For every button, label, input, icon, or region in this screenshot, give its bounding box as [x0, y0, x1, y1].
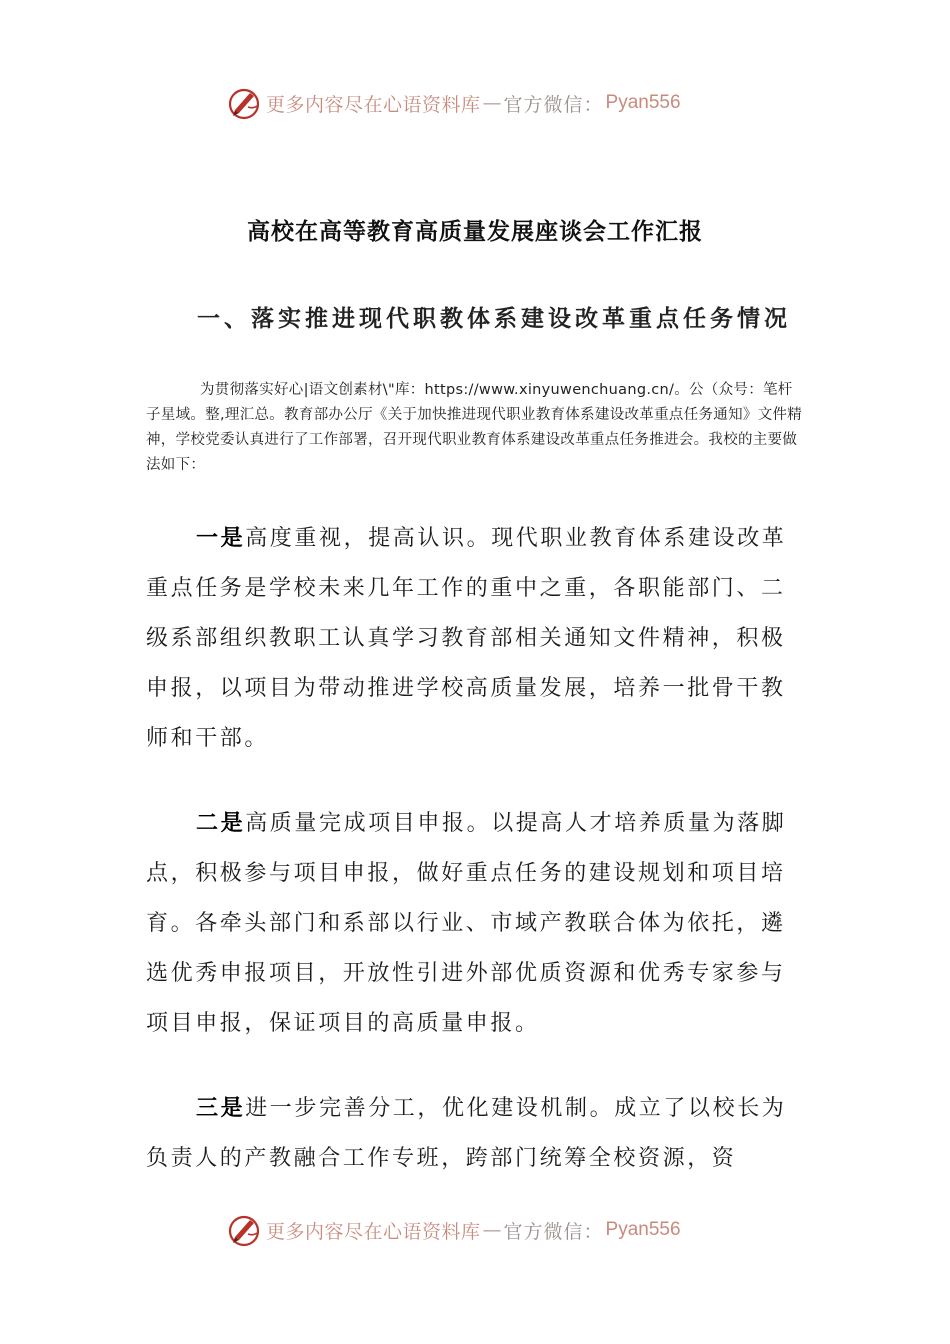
body-paragraph-3: [146, 1084, 801, 1184]
section-heading: 一、落实推进现代职教体系建设改革重点任务情况: [197, 306, 791, 332]
pen-circle-icon: [226, 85, 262, 121]
pen-circle-icon: [226, 1212, 262, 1248]
banner-dash: —: [482, 92, 502, 114]
paragraph-text: 高质量完成项目申报。以提高人才培养质量为落脚点，积极参与项目申报，做好重点任务的建设规划和项目培育。各牵头部门和系部以行业、市域产教联合体为依托，遴选优秀申报项目，开放性引进外部优质资源和优秀专家参与项目申报，保证项目的高质量申报。: [146, 811, 787, 1036]
paragraph-text: 高度重视，提高认识。现代职业教育体系建设改革重点任务是学校未来几年工作的重中之重，各职能部门、二级系部组织教职工认真学习教育部相关通知文件精神，积极申报，以项目为带动推进学校高质量发展，培养一批骨干教师和干部。: [146, 526, 787, 751]
banner-wechat-id: Pyan556: [605, 1219, 681, 1240]
banner-slogan: 更多内容尽在心语资料库: [266, 1220, 481, 1243]
paragraph-lead: 一是: [196, 526, 246, 551]
body-paragraph-1: [146, 514, 801, 764]
banner-wechat-id: Pyan556: [605, 92, 681, 113]
banner-slogan: 更多内容尽在心语资料库: [266, 93, 481, 116]
paragraph-lead: 二是: [196, 811, 246, 836]
footer-banner: [226, 1210, 681, 1250]
banner-official-label: 官方微信：: [503, 1220, 604, 1243]
header-banner: [226, 83, 681, 123]
banner-official-label: 官方微信：: [503, 93, 604, 116]
paragraph-text: 进一步完善分工，优化建设机制。成立了以校长为负责人的产教融合工作专班，跨部门统筹全校资源，资: [146, 1096, 787, 1171]
paragraph-lead: 三是: [196, 1096, 246, 1121]
document-title: 高校在高等教育高质量发展座谈会工作汇报: [247, 219, 703, 245]
body-paragraph-2: [146, 799, 801, 1049]
banner-dash: —: [482, 1219, 502, 1241]
intro-paragraph: 为贯彻落实好心|语文创素材\"库：https://www.xinyuwenchuang.cn/。公（众号：笔杆子星域。整,理汇总。教育部办公厅《关于加快推进现代职业教育体系建设改革重点任务通知》文件精神，学校党委认真进行了工作部署，召开现代职业教育体系建设改革重点任务推进会。我校的主要做法如下：: [146, 382, 803, 473]
